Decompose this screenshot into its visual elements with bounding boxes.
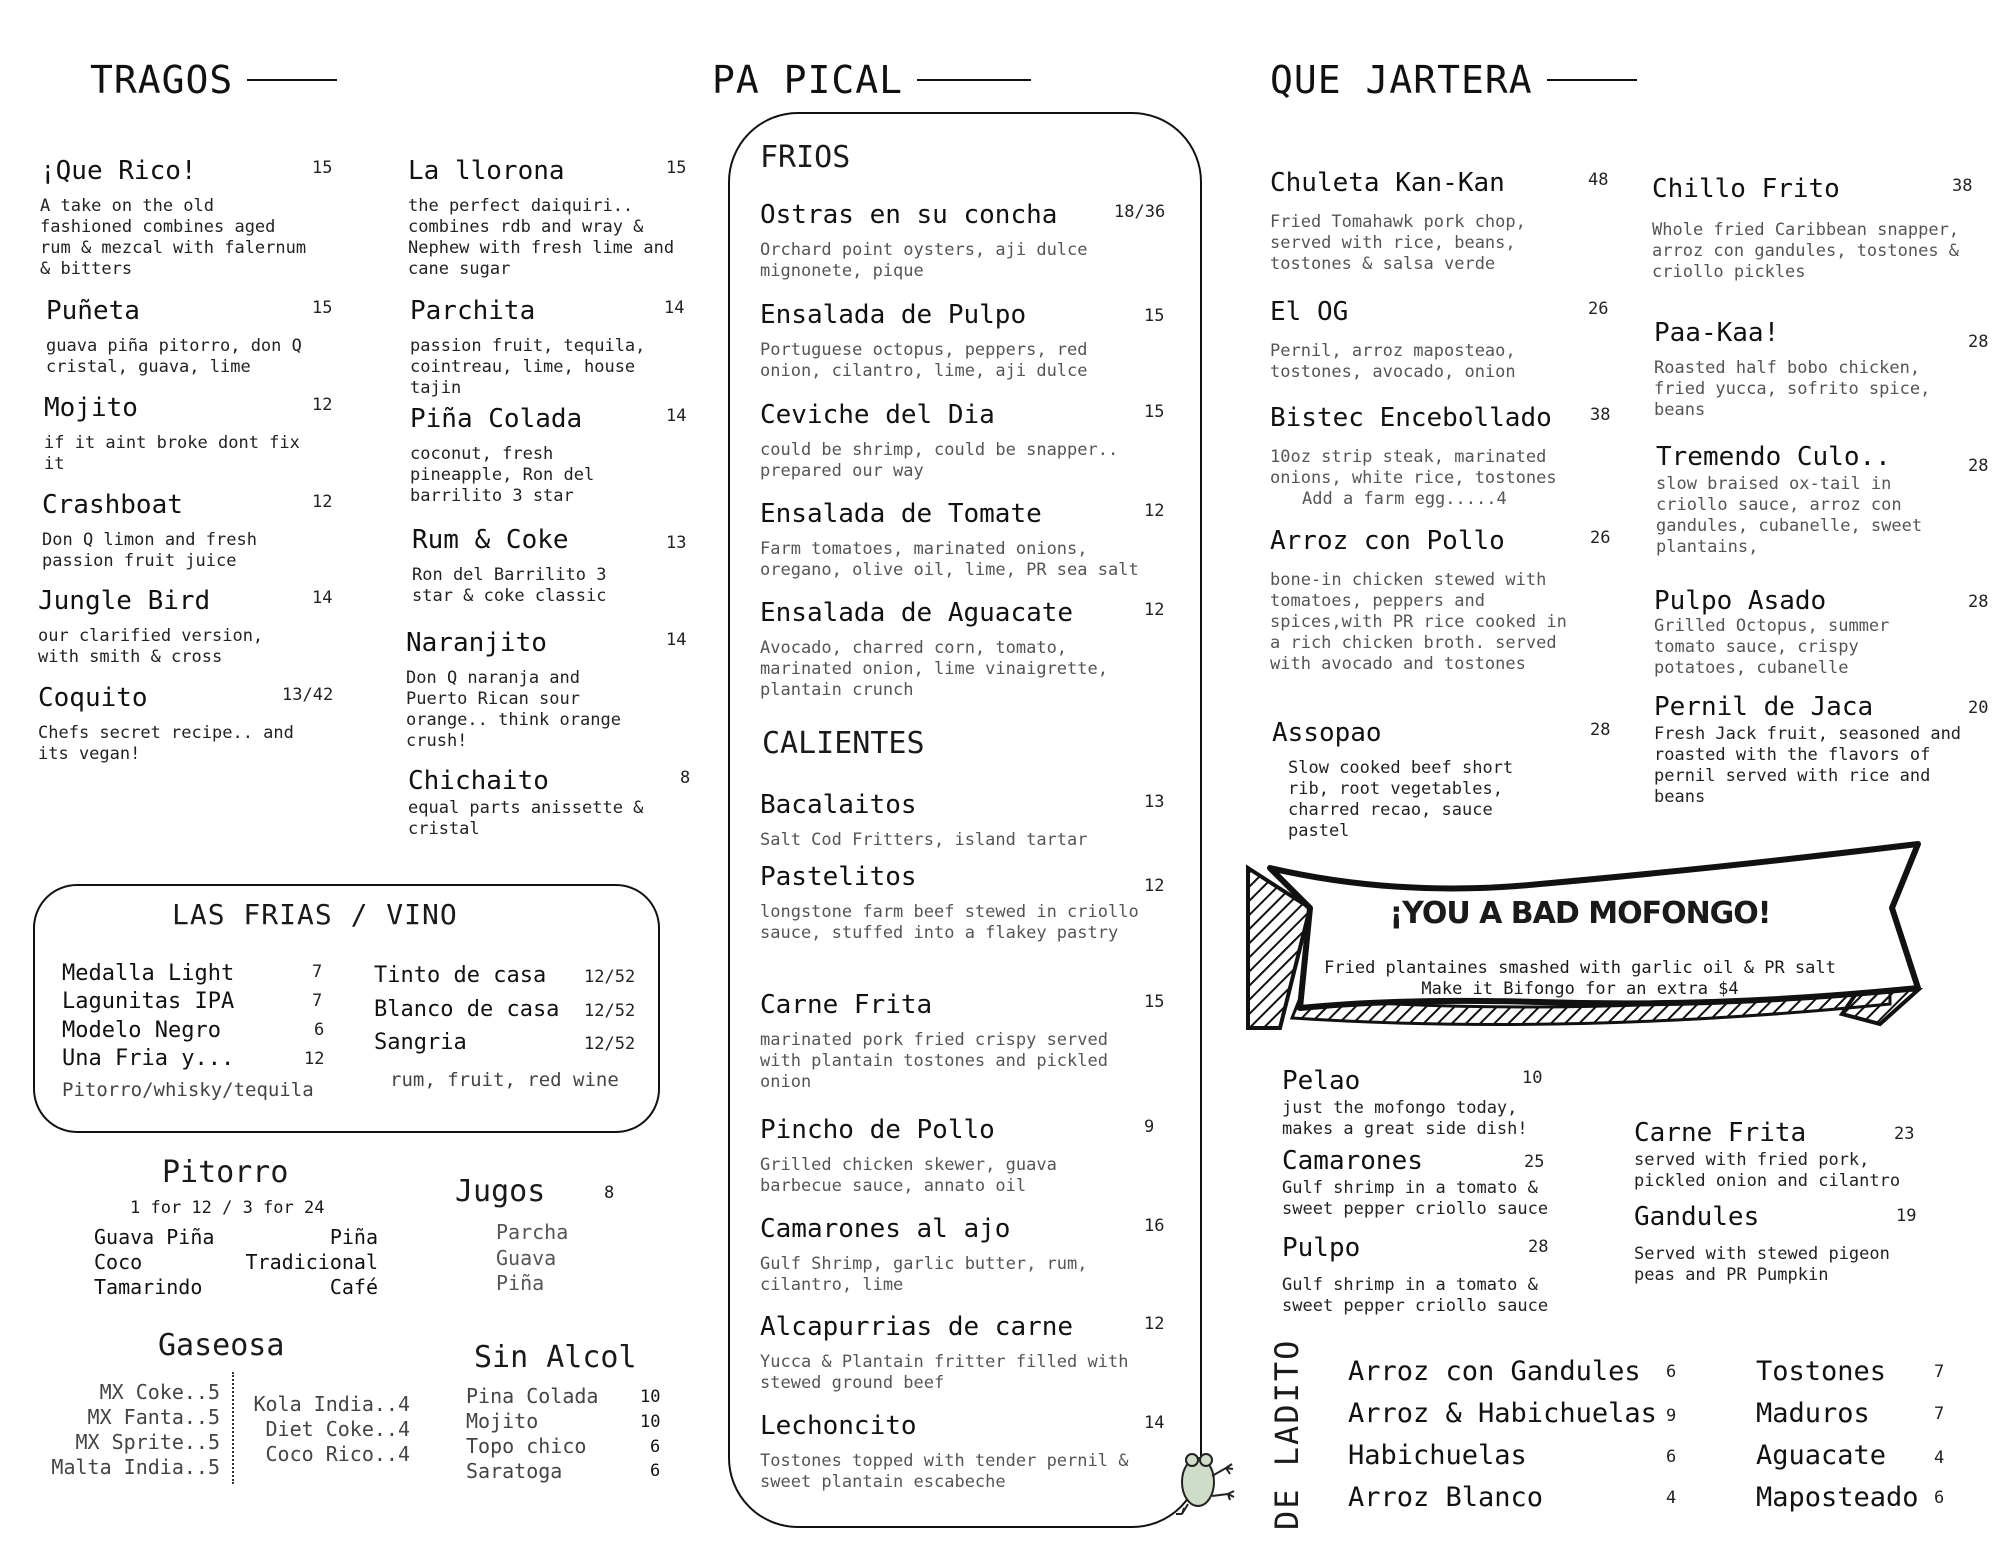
item-desc: Chefs secret recipe.. and its vegan! bbox=[38, 723, 294, 764]
item-name: Jungle Bird bbox=[38, 586, 211, 616]
item-price: 13 bbox=[1144, 792, 1165, 812]
frios-title: FRIOS bbox=[760, 140, 851, 175]
item-extra: Add a farm egg.....4 bbox=[1302, 489, 1507, 509]
menu-item bbox=[760, 1312, 1180, 1394]
item-price: 14 bbox=[666, 630, 687, 650]
menu-item bbox=[760, 499, 1180, 581]
que-jartera-title: QUE JARTERA bbox=[1270, 58, 1533, 102]
item-name: Bacalaitos bbox=[760, 790, 917, 820]
menu-item bbox=[760, 200, 1180, 282]
item-price: 19 bbox=[1896, 1206, 1917, 1226]
item-price: 15 bbox=[1144, 402, 1165, 422]
item-desc: 10oz strip steak, marinated onions, white rice, tostones bbox=[1270, 447, 1557, 488]
item-name: Alcapurrias de carne bbox=[760, 1312, 1074, 1342]
item-desc: the perfect daiquiri.. combines rdb and wray & Nephew with fresh lime and cane sugar bbox=[408, 196, 675, 279]
menu-item bbox=[760, 1411, 1180, 1493]
beer-name: Lagunitas IPA bbox=[62, 989, 235, 1014]
side-name: Habichuelas bbox=[1348, 1440, 1527, 1471]
mocktail-price: 6 bbox=[650, 1461, 661, 1481]
item-price: 12 bbox=[312, 395, 333, 415]
menu-item bbox=[760, 598, 1180, 701]
beer-name: Medalla Light bbox=[62, 961, 235, 986]
menu-item bbox=[760, 990, 1180, 1093]
item-price: 15 bbox=[1144, 306, 1165, 326]
mofongo-item bbox=[1634, 1202, 1954, 1286]
item-name: Ceviche del Dia bbox=[760, 400, 995, 430]
item-desc: Salt Cod Fritters, island tartar bbox=[760, 830, 1088, 850]
item-price: 28 bbox=[1590, 720, 1611, 740]
side-name: Aguacate bbox=[1756, 1440, 1887, 1471]
pitorro-flavor: Tamarindo bbox=[94, 1275, 203, 1299]
item-name: Pernil de Jaca bbox=[1654, 692, 1874, 722]
item-name: Camarones bbox=[1282, 1146, 1423, 1176]
item-price: 38 bbox=[1952, 176, 1973, 196]
mofongo-item bbox=[1634, 1118, 1954, 1192]
item-desc: bone-in chicken stewed with tomatoes, peppers and spices,with PR rice cooked in a rich chicken broth. served with avocado and tostones bbox=[1270, 570, 1567, 674]
item-desc: Farm tomatoes, marinated onions, oregano, olive oil, lime, PR sea salt bbox=[760, 539, 1139, 580]
item-price: 12 bbox=[1144, 876, 1165, 896]
wine-price: 12/52 bbox=[584, 1001, 636, 1021]
pa-pical-title: PA PICAL bbox=[712, 58, 904, 102]
item-name: Arroz con Pollo bbox=[1270, 526, 1505, 556]
wine-price: 12/52 bbox=[584, 967, 636, 987]
menu-item bbox=[44, 393, 344, 475]
mocktail-price: 10 bbox=[640, 1412, 661, 1432]
item-price: 26 bbox=[1588, 299, 1609, 319]
item-name: Assopao bbox=[1272, 718, 1382, 748]
side-name: Arroz con Gandules bbox=[1348, 1356, 1641, 1387]
tragos-title: TRAGOS bbox=[90, 58, 234, 102]
mofongo-item bbox=[1282, 1146, 1582, 1220]
item-price: 16 bbox=[1144, 1216, 1165, 1236]
item-price: 23 bbox=[1894, 1124, 1915, 1144]
item-name: Crashboat bbox=[42, 490, 183, 520]
side-price: 7 bbox=[1934, 1404, 1945, 1424]
item-desc: passion fruit, tequila, cointreau, lime, house tajin bbox=[410, 336, 646, 398]
pitorro-flavor: Coco bbox=[94, 1250, 143, 1274]
tragos-heading bbox=[90, 58, 337, 102]
mofongo-item bbox=[1282, 1233, 1582, 1317]
menu-item bbox=[1652, 174, 1992, 283]
frog-icon bbox=[1168, 1438, 1240, 1518]
side-price: 9 bbox=[1666, 1406, 1677, 1426]
menu-item bbox=[1272, 718, 1612, 842]
item-price: 14 bbox=[312, 588, 333, 608]
item-name: Pulpo bbox=[1282, 1233, 1361, 1263]
menu-item bbox=[410, 404, 710, 507]
item-name: Rum & Coke bbox=[412, 525, 569, 555]
menu-item bbox=[42, 490, 342, 572]
item-desc: Fresh Jack fruit, seasoned and roasted with the flavors of pernil served with rice and beans bbox=[1654, 724, 1962, 807]
soda-item: Malta India..5 bbox=[51, 1455, 220, 1479]
side-name: Arroz Blanco bbox=[1348, 1482, 1544, 1513]
item-desc: slow braised ox-tail in criollo sauce, arroz con gandules, cubanelle, sweet plantains, bbox=[1656, 474, 1923, 557]
side-name: Arroz & Habichuelas bbox=[1348, 1398, 1657, 1429]
menu-item bbox=[412, 525, 712, 607]
item-desc: Whole fried Caribbean snapper, arroz con gandules, tostones & criollo pickles bbox=[1652, 220, 1960, 282]
item-name: Parchita bbox=[410, 296, 536, 326]
item-price: 20 bbox=[1968, 698, 1989, 718]
item-desc: Pernil, arroz maposteao, tostones, avocado, onion bbox=[1270, 341, 1516, 382]
item-desc: Gulf Shrimp, garlic butter, rum, cilantro, lime bbox=[760, 1254, 1088, 1295]
item-price: 12 bbox=[1144, 1314, 1165, 1334]
beer-price: 7 bbox=[312, 991, 323, 1011]
mofongo-line1: Fried plantaines smashed with garlic oil & PR salt bbox=[1324, 958, 1836, 978]
gaseosa-title: Gaseosa bbox=[158, 1328, 285, 1363]
pitorro-subtitle: 1 for 12 / 3 for 24 bbox=[130, 1198, 325, 1218]
item-price: 12 bbox=[1144, 600, 1165, 620]
side-price: 4 bbox=[1934, 1448, 1945, 1468]
calientes-title: CALIENTES bbox=[762, 726, 925, 761]
menu-item bbox=[410, 296, 710, 399]
side-price: 7 bbox=[1934, 1362, 1945, 1382]
mofongo-item bbox=[1282, 1066, 1582, 1140]
mofongo-line2: Make it Bifongo for an extra $4 bbox=[1421, 979, 1739, 999]
item-price: 15 bbox=[312, 298, 333, 318]
item-desc: served with fried pork, pickled onion and cilantro bbox=[1634, 1150, 1901, 1191]
beer-price: 12 bbox=[304, 1049, 325, 1069]
item-name: ¡Que Rico! bbox=[40, 156, 197, 186]
item-name: Chuleta Kan-Kan bbox=[1270, 168, 1505, 198]
item-desc: Fried Tomahawk pork chop, served with rice, beans, tostones & salsa verde bbox=[1270, 212, 1526, 274]
mocktail-name: Pina Colada bbox=[466, 1384, 599, 1408]
item-price: 15 bbox=[312, 158, 333, 178]
item-desc: Yucca & Plantain fritter filled with stewed ground beef bbox=[760, 1352, 1129, 1393]
jugo-flavor: Piña bbox=[496, 1271, 545, 1295]
sin-alcol-title: Sin Alcol bbox=[474, 1340, 637, 1375]
menu-item bbox=[760, 1214, 1180, 1296]
item-desc: Portuguese octopus, peppers, red onion, cilantro, lime, aji dulce bbox=[760, 340, 1088, 381]
wine-name: Tinto de casa bbox=[374, 963, 547, 988]
item-name: Pincho de Pollo bbox=[760, 1115, 995, 1145]
menu-item bbox=[408, 156, 708, 280]
item-name: Coquito bbox=[38, 683, 148, 713]
item-name: Piña Colada bbox=[410, 404, 583, 434]
side-name: Tostones bbox=[1756, 1356, 1887, 1387]
item-desc: equal parts anissette & cristal bbox=[408, 798, 644, 839]
item-name: Carne Frita bbox=[760, 990, 933, 1020]
item-name: Ostras en su concha bbox=[760, 200, 1058, 230]
item-name: Tremendo Culo.. bbox=[1656, 442, 1891, 472]
menu-item bbox=[1270, 403, 1610, 510]
item-price: 28 bbox=[1968, 456, 1989, 476]
item-desc: our clarified version, with smith & cross bbox=[38, 626, 264, 667]
pitorro-title: Pitorro bbox=[162, 1155, 289, 1190]
item-desc: Grilled chicken skewer, guava barbecue sauce, annato oil bbox=[760, 1155, 1057, 1196]
pitorro-flavor: Piña bbox=[329, 1225, 378, 1249]
soda-item: MX Coke..5 bbox=[99, 1380, 220, 1404]
item-name: Carne Frita bbox=[1634, 1118, 1807, 1148]
menu-item bbox=[1654, 318, 1994, 421]
mocktail-name: Mojito bbox=[466, 1409, 539, 1433]
item-name: Lechoncito bbox=[760, 1411, 917, 1441]
menu-item bbox=[1270, 526, 1610, 675]
menu-item bbox=[760, 1115, 1180, 1197]
jugo-flavor: Parcha bbox=[496, 1220, 569, 1244]
de-ladito-title: DE LADITO bbox=[1268, 1338, 1306, 1530]
item-price: 38 bbox=[1590, 405, 1611, 425]
item-name: Camarones al ajo bbox=[760, 1214, 1011, 1244]
item-price: 28 bbox=[1968, 592, 1989, 612]
item-desc: Avocado, charred corn, tomato, marinated onion, lime vinaigrette, plantain crunch bbox=[760, 638, 1108, 700]
item-name: Puñeta bbox=[46, 296, 140, 326]
item-price: 8 bbox=[680, 768, 691, 788]
side-price: 6 bbox=[1666, 1362, 1677, 1382]
item-desc: A take on the old fashioned combines aged rum & mezcal with falernum & bitters bbox=[40, 196, 307, 279]
item-name: Chichaito bbox=[408, 766, 549, 796]
item-price: 12 bbox=[312, 492, 333, 512]
item-desc: Don Q limon and fresh passion fruit juice bbox=[42, 530, 257, 571]
side-price: 6 bbox=[1666, 1447, 1677, 1467]
item-name: Pelao bbox=[1282, 1066, 1361, 1096]
soda-item: Coco Rico..4 bbox=[265, 1442, 410, 1466]
pitorro-flavor: Café bbox=[329, 1275, 378, 1299]
mocktail-name: Topo chico bbox=[466, 1434, 587, 1458]
soda-item: Diet Coke..4 bbox=[265, 1417, 410, 1441]
pitorro-flavor: Guava Piña bbox=[94, 1225, 215, 1249]
wine-name: Sangria bbox=[374, 1030, 467, 1055]
item-desc: marinated pork fried crispy served with plantain tostones and pickled onion bbox=[760, 1030, 1108, 1092]
item-desc: just the mofongo today, makes a great side dish! bbox=[1282, 1098, 1528, 1139]
item-price: 28 bbox=[1968, 332, 1989, 352]
soda-item: MX Sprite..5 bbox=[75, 1430, 220, 1454]
item-name: Pulpo Asado bbox=[1654, 586, 1827, 616]
mocktail-price: 6 bbox=[650, 1437, 661, 1457]
beer-price: 6 bbox=[314, 1020, 325, 1040]
item-price: 13 bbox=[666, 533, 687, 553]
pitorro-flavor: Tradicional bbox=[245, 1250, 378, 1274]
item-price: 18/36 bbox=[1114, 202, 1166, 222]
item-desc: Gulf shrimp in a tomato & sweet pepper criollo sauce bbox=[1282, 1178, 1549, 1219]
item-name: La llorona bbox=[408, 156, 565, 186]
item-price: 10 bbox=[1522, 1068, 1543, 1088]
item-price: 14 bbox=[664, 298, 685, 318]
gaseosa-divider bbox=[232, 1372, 234, 1484]
item-desc: Gulf shrimp in a tomato & sweet pepper criollo sauce bbox=[1282, 1275, 1549, 1316]
item-desc: guava piña pitorro, don Q cristal, guava, lime bbox=[46, 336, 302, 377]
side-price: 4 bbox=[1666, 1488, 1677, 1508]
item-desc: Ron del Barrilito 3 star & coke classic bbox=[412, 565, 607, 606]
item-name: Bistec Encebollado bbox=[1270, 403, 1552, 433]
item-price: 9 bbox=[1144, 1117, 1155, 1137]
mocktail-name: Saratoga bbox=[466, 1459, 563, 1483]
jugos-title: Jugos bbox=[455, 1174, 546, 1209]
menu-item bbox=[38, 683, 338, 765]
item-price: 15 bbox=[666, 158, 687, 178]
menu-item bbox=[406, 628, 706, 752]
item-name: Ensalada de Pulpo bbox=[760, 300, 1027, 330]
beer-name: Una Fria y... bbox=[62, 1046, 235, 1071]
menu-item bbox=[46, 296, 346, 378]
mocktail-price: 10 bbox=[640, 1387, 661, 1407]
soda-item: Kola India..4 bbox=[253, 1392, 410, 1416]
item-desc: longstone farm beef stewed in criollo sauce, stuffed into a flakey pastry bbox=[760, 902, 1139, 943]
item-desc: Roasted half bobo chicken, fried yucca, sofrito spice, beans bbox=[1654, 358, 1931, 420]
item-desc: Orchard point oysters, aji dulce mignonete, pique bbox=[760, 240, 1088, 281]
beer-name: Modelo Negro bbox=[62, 1018, 221, 1043]
soda-item: MX Fanta..5 bbox=[87, 1405, 220, 1429]
menu-item bbox=[760, 300, 1180, 382]
mofongo-banner bbox=[1240, 838, 1930, 1038]
menu-item bbox=[760, 790, 1180, 851]
menu-item bbox=[408, 766, 708, 840]
item-desc: Served with stewed pigeon peas and PR Pumpkin bbox=[1634, 1244, 1890, 1285]
item-price: 14 bbox=[666, 406, 687, 426]
item-desc: Slow cooked beef short rib, root vegetables, charred recao, sauce pastel bbox=[1288, 758, 1514, 841]
menu-item bbox=[1654, 586, 1994, 679]
menu-item bbox=[1270, 168, 1610, 275]
item-desc: Grilled Octopus, summer tomato sauce, crispy potatoes, cubanelle bbox=[1654, 616, 1890, 678]
wine-price: 12/52 bbox=[584, 1034, 636, 1054]
side-name: Maposteado bbox=[1756, 1482, 1919, 1513]
menu-item bbox=[1656, 442, 1996, 558]
item-name: El OG bbox=[1270, 297, 1349, 327]
jugos-price: 8 bbox=[604, 1183, 615, 1203]
item-desc: could be shrimp, could be snapper.. prepared our way bbox=[760, 440, 1119, 481]
side-name: Maduros bbox=[1756, 1398, 1870, 1429]
side-price: 6 bbox=[1934, 1488, 1945, 1508]
item-price: 28 bbox=[1528, 1237, 1549, 1257]
beer-note: Pitorro/whisky/tequila bbox=[62, 1079, 314, 1101]
item-name: Paa-Kaa! bbox=[1654, 318, 1780, 348]
item-name: Ensalada de Tomate bbox=[760, 499, 1042, 529]
item-price: 15 bbox=[1144, 992, 1165, 1012]
item-price: 13/42 bbox=[282, 685, 334, 705]
item-name: Gandules bbox=[1634, 1202, 1760, 1232]
item-desc: Tostones topped with tender pernil & sweet plantain escabeche bbox=[760, 1451, 1129, 1492]
mofongo-title: ¡YOU A BAD MOFONGO! bbox=[1389, 896, 1771, 931]
item-desc: Don Q naranja and Puerto Rican sour orange.. think orange crush! bbox=[406, 668, 621, 751]
jugo-flavor: Guava bbox=[496, 1246, 557, 1270]
menu-item bbox=[760, 400, 1180, 482]
frias-title: LAS FRIAS / VINO bbox=[172, 898, 458, 931]
item-desc: coconut, fresh pineapple, Ron del barrilito 3 star bbox=[410, 444, 595, 506]
beer-price: 7 bbox=[312, 962, 323, 982]
item-name: Pastelitos bbox=[760, 862, 917, 892]
item-desc: if it aint broke dont fix it bbox=[44, 433, 300, 474]
menu-item bbox=[760, 862, 1180, 944]
item-name: Mojito bbox=[44, 393, 138, 423]
item-price: 26 bbox=[1590, 528, 1611, 548]
que-jartera-heading bbox=[1270, 58, 1637, 102]
pa-pical-heading bbox=[712, 58, 1031, 102]
wine-name: Blanco de casa bbox=[374, 997, 560, 1022]
wine-note: rum, fruit, red wine bbox=[390, 1069, 619, 1091]
menu-item bbox=[1654, 692, 1994, 808]
item-price: 14 bbox=[1144, 1413, 1165, 1433]
menu-item bbox=[40, 156, 340, 280]
item-name: Naranjito bbox=[406, 628, 547, 658]
item-price: 48 bbox=[1588, 170, 1609, 190]
item-name: Chillo Frito bbox=[1652, 174, 1840, 204]
menu-item bbox=[38, 586, 338, 668]
item-price: 12 bbox=[1144, 501, 1165, 521]
item-price: 25 bbox=[1524, 1152, 1545, 1172]
item-name: Ensalada de Aguacate bbox=[760, 598, 1074, 628]
menu-item bbox=[1270, 297, 1610, 383]
